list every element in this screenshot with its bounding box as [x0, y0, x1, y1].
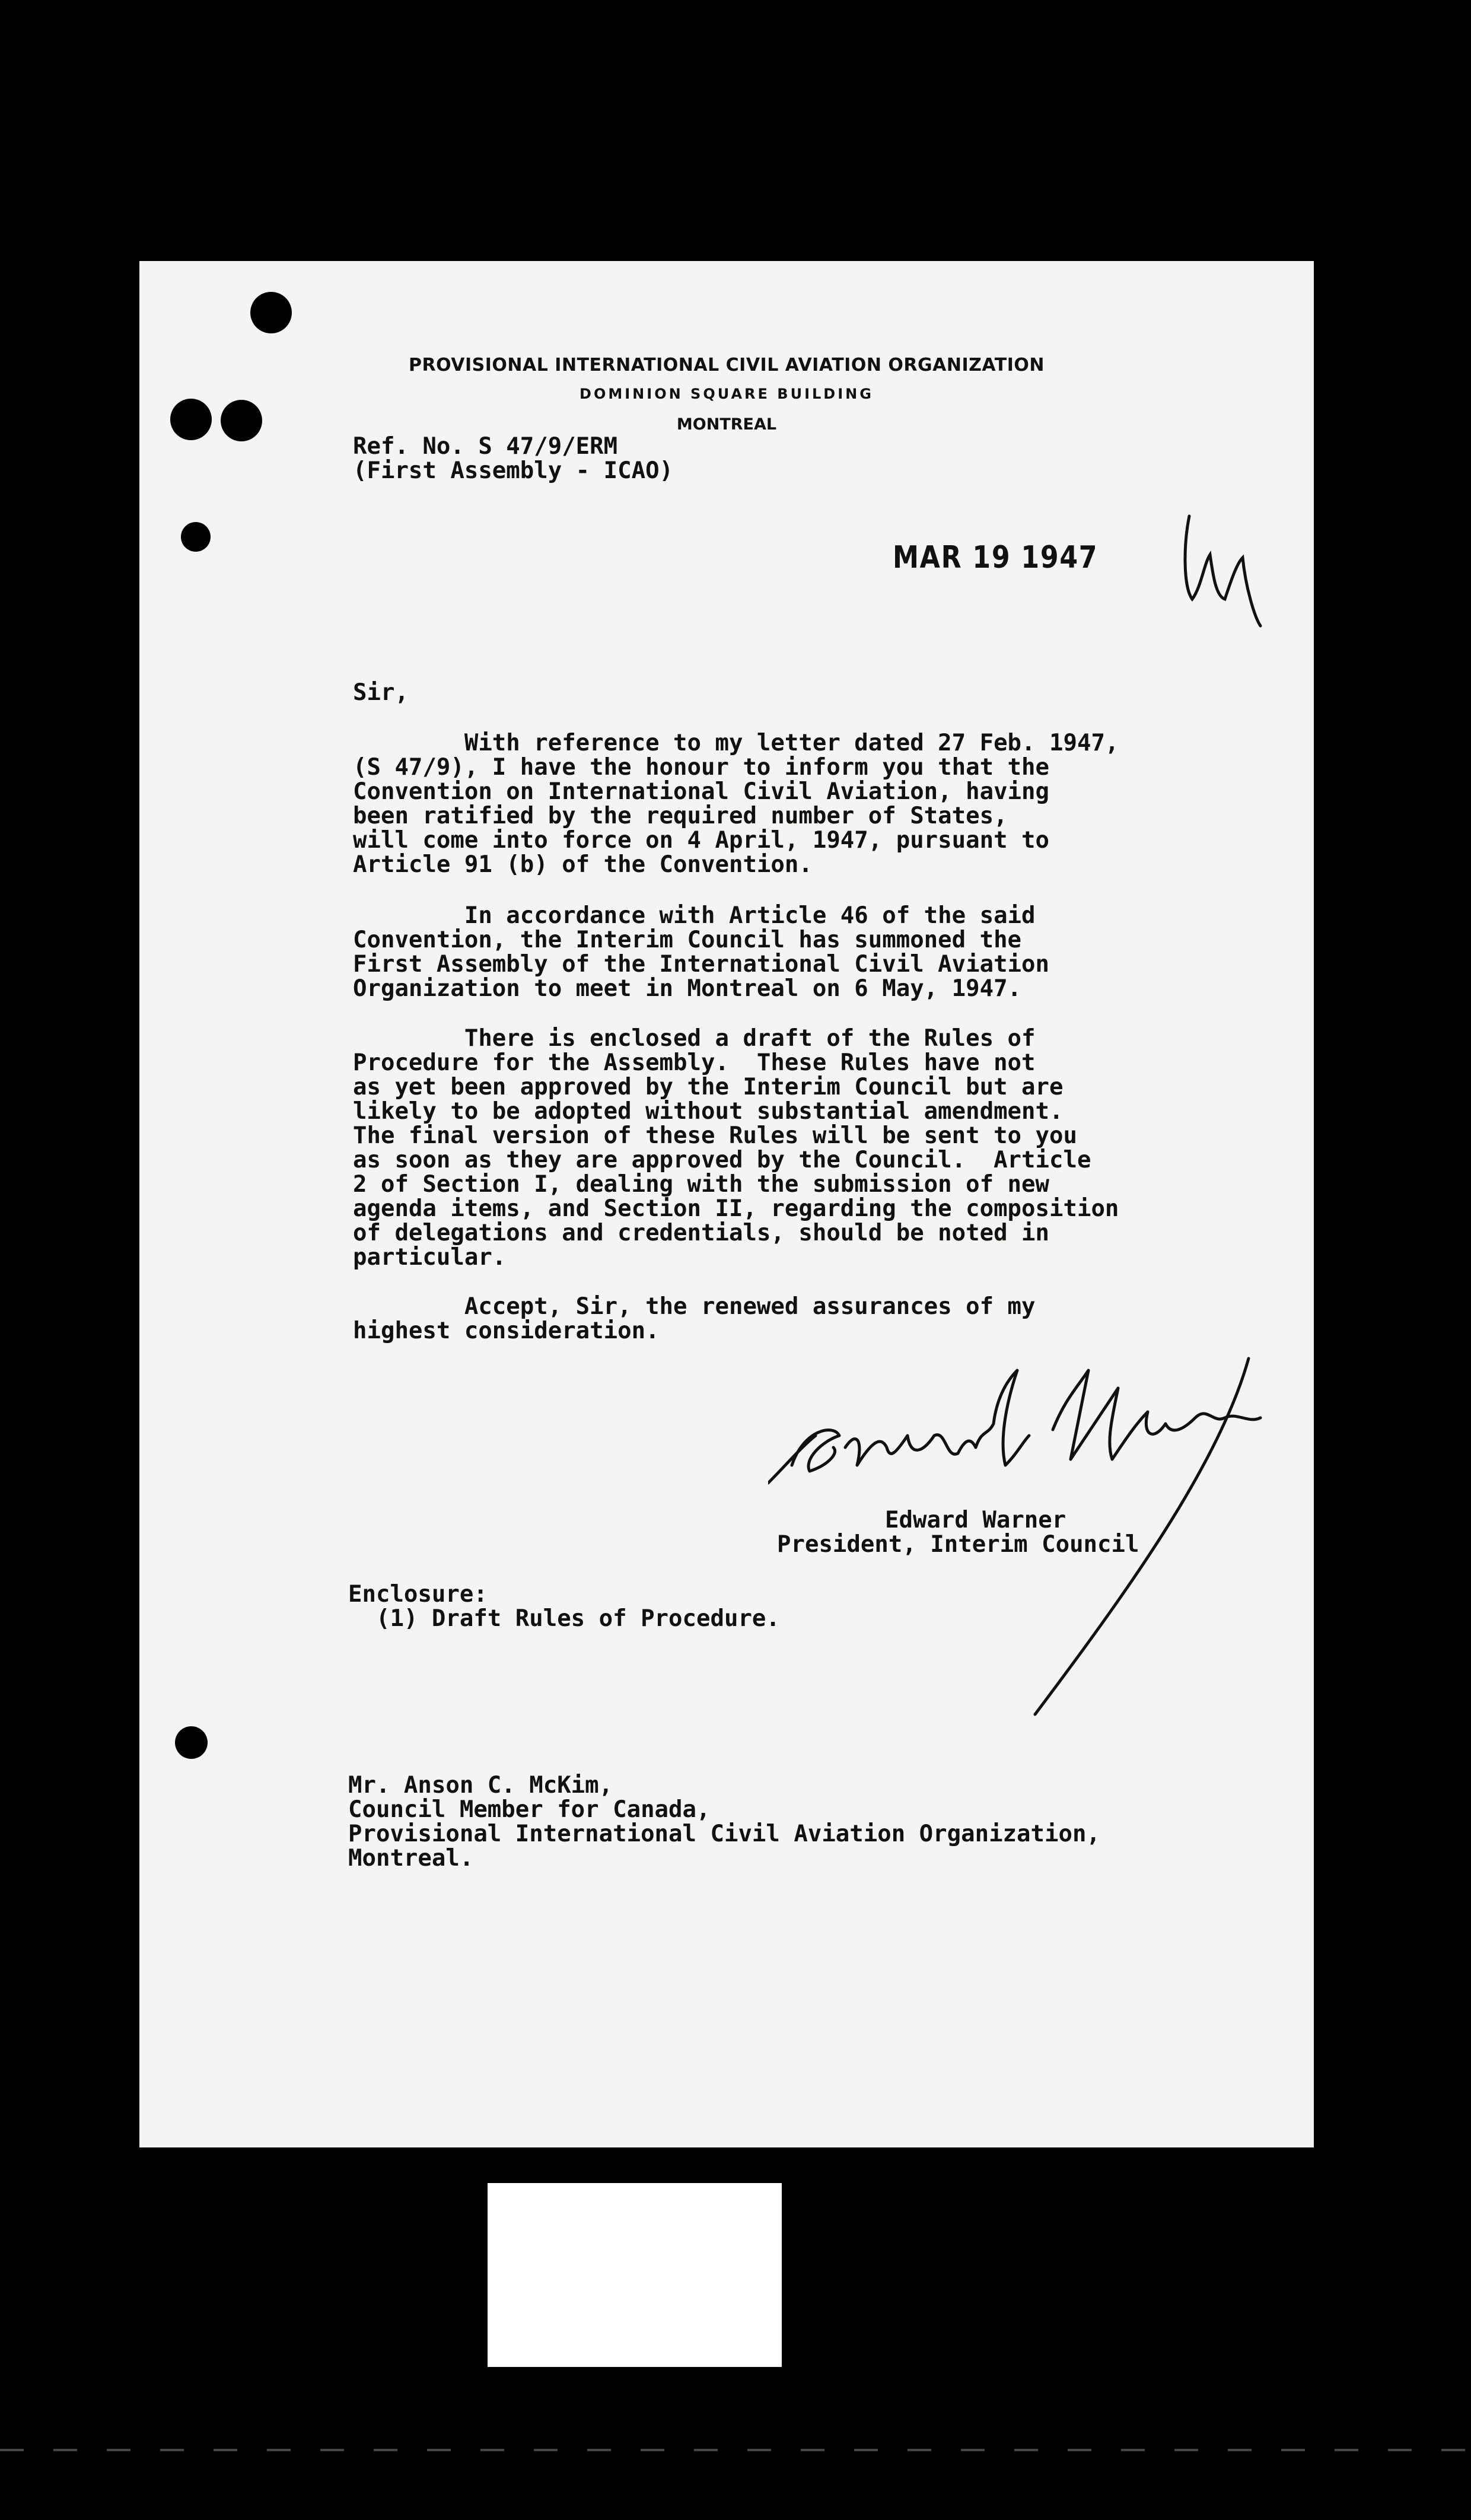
handwritten-initial: [1177, 498, 1266, 629]
paragraph-line: (S 47/9), I have the honour to inform you that the: [353, 754, 1049, 781]
paragraph-line: particular.: [353, 1244, 507, 1271]
paragraph-line: likely to be adopted without substantial amendment.: [353, 1098, 1064, 1125]
paragraph-line: Accept, Sir, the renewed assurances of my: [353, 1293, 1036, 1320]
paragraph-line: highest consideration.: [353, 1318, 660, 1344]
addressee-line: Council Member for Canada,: [348, 1796, 711, 1823]
paragraph-line: Procedure for the Assembly. These Rules have not: [353, 1049, 1036, 1076]
reference-number: Ref. No. S 47/9/ERM: [353, 433, 618, 460]
addressee-line: Provisional International Civil Aviation Organization,: [348, 1821, 1100, 1847]
paragraph-line: Article 91 (b) of the Convention.: [353, 851, 813, 878]
punch-hole-bottom: [175, 1726, 208, 1759]
paragraph-line: of delegations and credentials, should be noted in: [353, 1220, 1049, 1246]
scan-edge-line: [0, 2449, 1471, 2451]
reference-subject: (First Assembly - ICAO): [353, 457, 674, 484]
letterhead-city: MONTREAL: [676, 415, 777, 434]
paragraph-line: agenda items, and Section II, regarding the composition: [353, 1195, 1119, 1222]
punch-hole-mid: [181, 522, 211, 552]
enclosure-item: (1) Draft Rules of Procedure.: [348, 1605, 780, 1632]
addressee-line: Montreal.: [348, 1845, 474, 1872]
paragraph-line: Convention, the Interim Council has summoned the: [353, 927, 1022, 953]
paragraph-line: There is enclosed a draft of the Rules of: [353, 1025, 1036, 1052]
paragraph-line: 2 of Section I, dealing with the submission of new: [353, 1171, 1049, 1198]
paragraph-line: The final version of these Rules will be sent to you: [353, 1122, 1077, 1149]
blank-label-slip: [488, 2183, 782, 2367]
paragraph-line: Organization to meet in Montreal on 6 May, 1947.: [353, 975, 1022, 1002]
paragraph-line: as soon as they are approved by the Council. Article: [353, 1147, 1091, 1173]
signatory-name: Edward Warner: [885, 1507, 1066, 1533]
enclosure-label: Enclosure:: [348, 1581, 488, 1608]
salutation: Sir,: [353, 679, 409, 706]
paragraph-line: In accordance with Article 46 of the said: [353, 902, 1036, 929]
signatory-title: President, Interim Council: [777, 1531, 1139, 1558]
letterhead-building: DOMINION SQUARE BUILDING: [580, 386, 874, 402]
paragraph-line: With reference to my letter dated 27 Feb. 1947,: [353, 730, 1119, 756]
letterhead-org: PROVISIONAL INTERNATIONAL CIVIL AVIATION ORGANIZATION: [408, 355, 1045, 376]
paragraph-line: as yet been approved by the Interim Council but are: [353, 1074, 1064, 1100]
addressee-line: Mr. Anson C. McKim,: [348, 1772, 613, 1799]
paragraph-line: will come into force on 4 April, 1947, pursuant to: [353, 827, 1049, 854]
punch-hole-top: [250, 292, 292, 333]
letter-page: [139, 261, 1314, 2147]
paragraph-line: First Assembly of the International Civil Aviation: [353, 951, 1049, 978]
date-stamp: MAR 19 1947: [893, 540, 1099, 575]
paragraph-line: been ratified by the required number of States,: [353, 803, 1008, 829]
paragraph-line: Convention on International Civil Aviation, having: [353, 778, 1049, 805]
